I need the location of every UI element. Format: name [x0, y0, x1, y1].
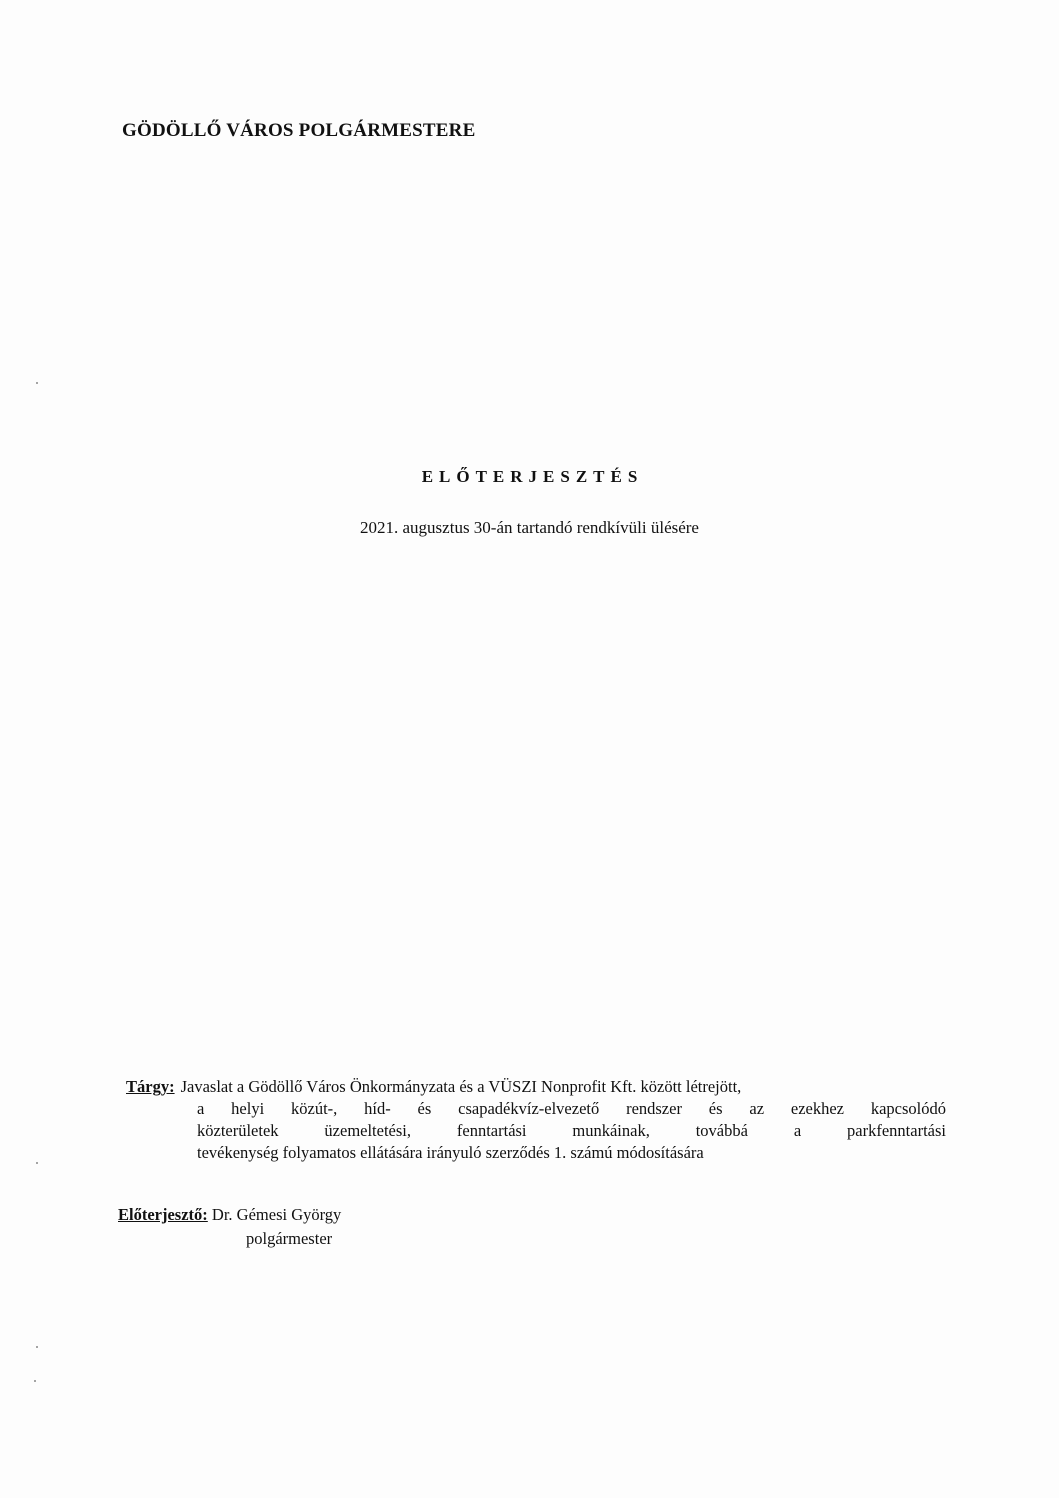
scan-speck [36, 382, 38, 384]
scan-speck [36, 1346, 38, 1348]
submitter-label: Előterjesztő: [118, 1205, 208, 1224]
document-subtitle: 2021. augusztus 30-án tartandó rendkívüli ülésére [360, 518, 699, 537]
subject-line: közterületek üzemeltetési, fenntartási munkáinak, továbbá a parkfenntartási [197, 1121, 946, 1140]
submitter-name: Dr. Gémesi György [211, 1205, 342, 1224]
submitter-role: polgármester [246, 1229, 333, 1248]
subject-label: Tárgy: [126, 1077, 175, 1096]
subject-line: tevékenység folyamatos ellátására irányuló szerződés 1. számú módosítására [197, 1143, 704, 1162]
submitter-block [118, 1203, 341, 1251]
submitter-row [118, 1203, 341, 1227]
issuer-heading: GÖDÖLLŐ VÁROS POLGÁRMESTERE [122, 120, 476, 141]
scan-speck [34, 1380, 36, 1382]
subject-line: a helyi közút-, híd- és csapadékvíz-elvezető rendszer és az ezekhez kapcsolódó [197, 1099, 946, 1118]
scan-speck [36, 1162, 38, 1164]
subject-first-line: Javaslat a Gödöllő Város Önkormányzata és a VÜSZI Nonprofit Kft. között létrejött, [180, 1077, 742, 1096]
subject-continuation [126, 1098, 946, 1164]
subject-first-row [126, 1076, 946, 1098]
document-title: ELŐTERJESZTÉS [421, 467, 644, 486]
subject-block [126, 1076, 946, 1164]
